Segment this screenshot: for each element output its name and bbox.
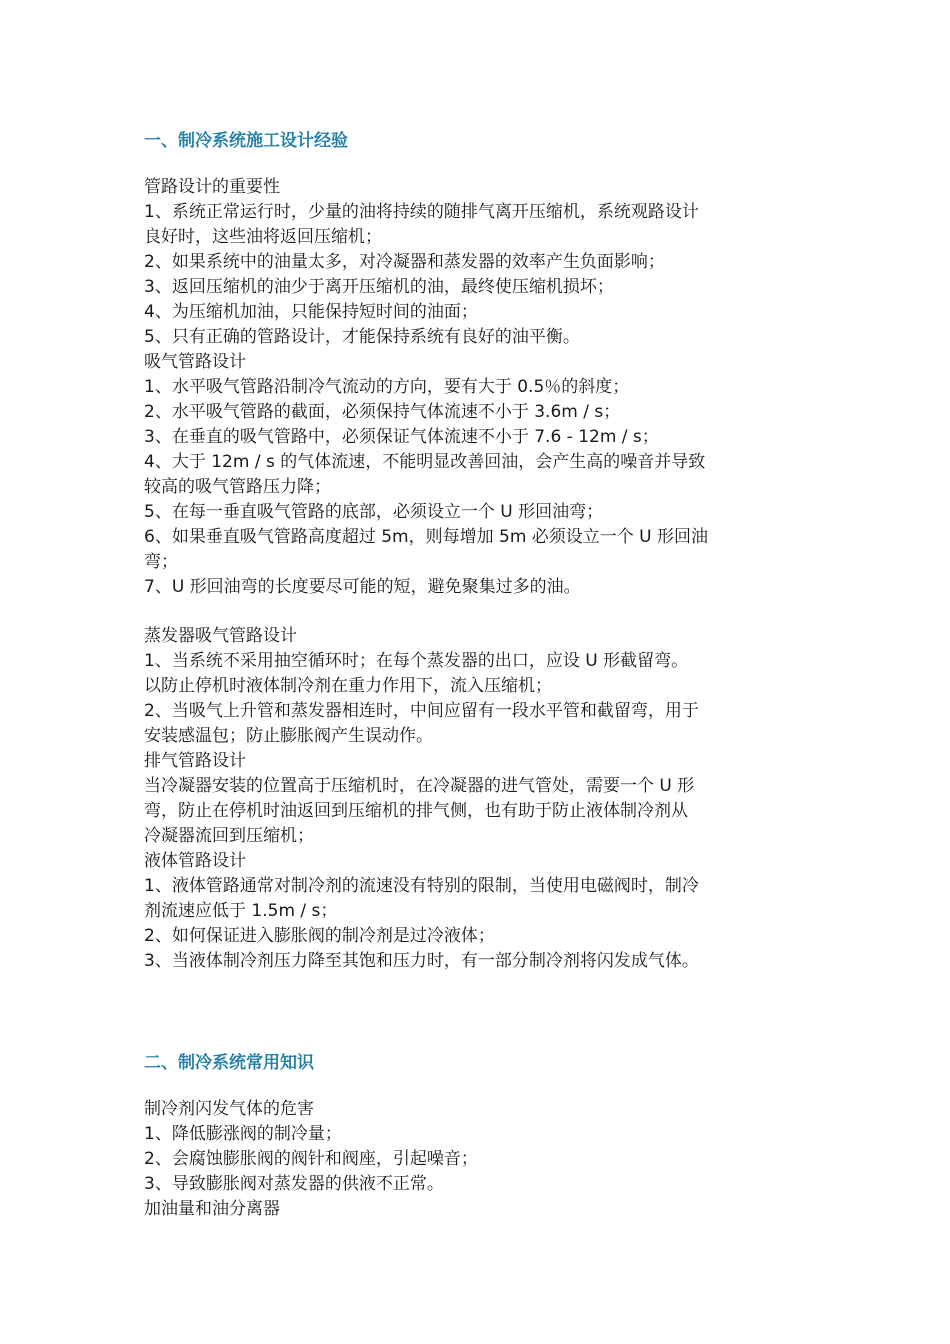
section-1-line: 当冷凝器安装的位置高于压缩机时，在冷凝器的进气管处，需要一个 U 形 — [144, 776, 695, 796]
section-2-line: 2、会腐蚀膨胀阀的阀针和阀座，引起噪音； — [144, 1149, 478, 1169]
section-1-line: 液体管路设计 — [144, 851, 246, 871]
section-2-heading: 二、制冷系统常用知识 — [144, 1053, 314, 1073]
section-1-line: 冷凝器流回到压缩机； — [144, 826, 314, 846]
section-1-line: 蒸发器吸气管路设计 — [144, 626, 297, 646]
section-1-line: 较高的吸气管路压力降； — [144, 477, 331, 497]
section-1-line: 1、系统正常运行时，少量的油将持续的随排气离开压缩机，系统观路设计 — [144, 202, 699, 222]
section-1-line: 以防止停机时液体制冷剂在重力作用下，流入压缩机； — [144, 676, 552, 696]
section-1-line: 3、返回压缩机的油少于离开压缩机的油，最终使压缩机损坏； — [144, 277, 614, 297]
section-2-line: 1、降低膨涨阀的制冷量； — [144, 1124, 342, 1144]
section-1-line: 3、在垂直的吸气管路中，必须保证气体流速不小于 7.6 - 12m / s； — [144, 427, 659, 447]
section-1-line: 剂流速应低于 1.5m / s； — [144, 901, 338, 921]
section-1-line: 2、当吸气上升管和蒸发器相连时，中间应留有一段水平管和截留弯，用于 — [144, 701, 699, 721]
section-1-line: 弯，防止在停机时油返回到压缩机的排气侧，也有助于防止液体制冷剂从 — [144, 801, 688, 821]
section-2-line: 制冷剂闪发气体的危害 — [144, 1099, 314, 1119]
section-1-heading: 一、制冷系统施工设计经验 — [144, 131, 348, 151]
section-1-line: 1、液体管路通常对制冷剂的流速没有特别的限制，当使用电磁阀时，制冷 — [144, 876, 699, 896]
section-1-line: 4、为压缩机加油，只能保持短时间的油面； — [144, 302, 478, 322]
section-1-line: 2、水平吸气管路的截面，必须保持气体流速不小于 3.6m / s； — [144, 402, 621, 422]
section-1-line: 良好时，这些油将返回压缩机； — [144, 227, 382, 247]
section-2-line: 3、导致膨胀阀对蒸发器的供液不正常。 — [144, 1174, 444, 1194]
section-1-line: 5、在每一垂直吸气管路的底部，必须设立一个 U 形回油弯； — [144, 502, 604, 522]
section-1-line: 7、U 形回油弯的长度要尽可能的短，避免聚集过多的油。 — [144, 577, 581, 597]
section-2-line: 加油量和油分离器 — [144, 1199, 280, 1219]
section-1-line: 管路设计的重要性 — [144, 177, 280, 197]
section-1-line: 1、水平吸气管路沿制冷气流动的方向，要有大于 0.5％的斜度； — [144, 377, 630, 397]
section-1-line: 3、当液体制冷剂压力降至其饱和压力时，有一部分制冷剂将闪发成气体。 — [144, 951, 699, 971]
section-1-line: 弯； — [144, 552, 178, 572]
section-1-line: 2、如果系统中的油量太多，对冷凝器和蒸发器的效率产生负面影响； — [144, 252, 665, 272]
section-1-line: 4、大于 12m / s 的气体流速，不能明显改善回油，会产生高的噪音并导致 — [144, 452, 706, 472]
section-1-line: 6、如果垂直吸气管路高度超过 5m，则每增加 5m 必须设立一个 U 形回油 — [144, 527, 709, 547]
section-1-line: 吸气管路设计 — [144, 352, 246, 372]
section-1-line: 排气管路设计 — [144, 751, 246, 771]
section-1-line: 安装感温包；防止膨胀阀产生误动作。 — [144, 726, 433, 746]
section-1-line: 2、如何保证进入膨胀阀的制冷剂是过冷液体； — [144, 926, 495, 946]
section-1-line: 5、只有正确的管路设计，才能保持系统有良好的油平衡。 — [144, 327, 580, 347]
section-1-line: 1、当系统不采用抽空循环时；在每个蒸发器的出口，应设 U 形截留弯。 — [144, 651, 689, 671]
